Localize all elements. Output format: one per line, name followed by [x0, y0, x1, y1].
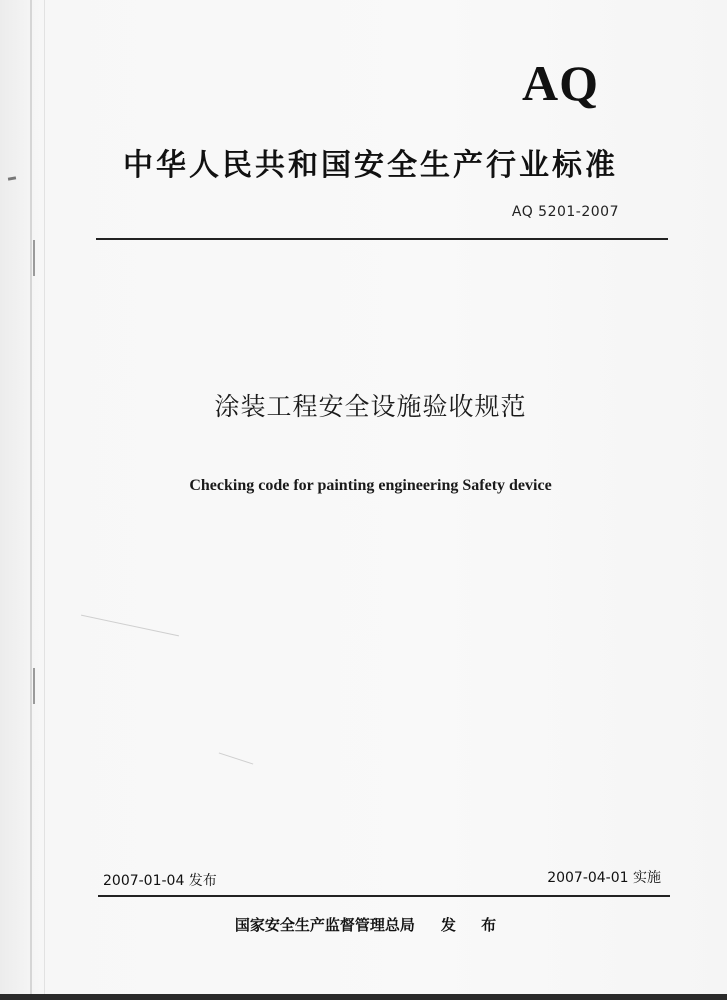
authority-title: 中华人民共和国安全生产行业标准 [123, 148, 618, 183]
publisher-name: 国家安全生产监督管理总局 [234, 916, 415, 934]
document-title-en: Checking code for painting engineering Safety device [189, 477, 552, 494]
binding-staple-mark [33, 240, 35, 276]
bottom-divider [98, 895, 670, 897]
aq-logo: AQ [522, 55, 599, 111]
standard-number: AQ 5201-2007 [511, 204, 619, 220]
document-title-cn: 涂装工程安全设施验收规范 [214, 392, 527, 421]
publisher-line [0, 914, 727, 935]
scan-bottom-edge [0, 994, 727, 1000]
top-divider [96, 238, 668, 240]
implementation-date: 2007-04-01 实施 [547, 870, 661, 886]
publisher-verb: 发 布 [440, 916, 507, 934]
scan-smudge [219, 752, 254, 764]
issue-date: 2007-01-04 发布 [103, 873, 217, 889]
scan-smudge [81, 615, 179, 637]
binding-staple-mark [33, 668, 35, 704]
